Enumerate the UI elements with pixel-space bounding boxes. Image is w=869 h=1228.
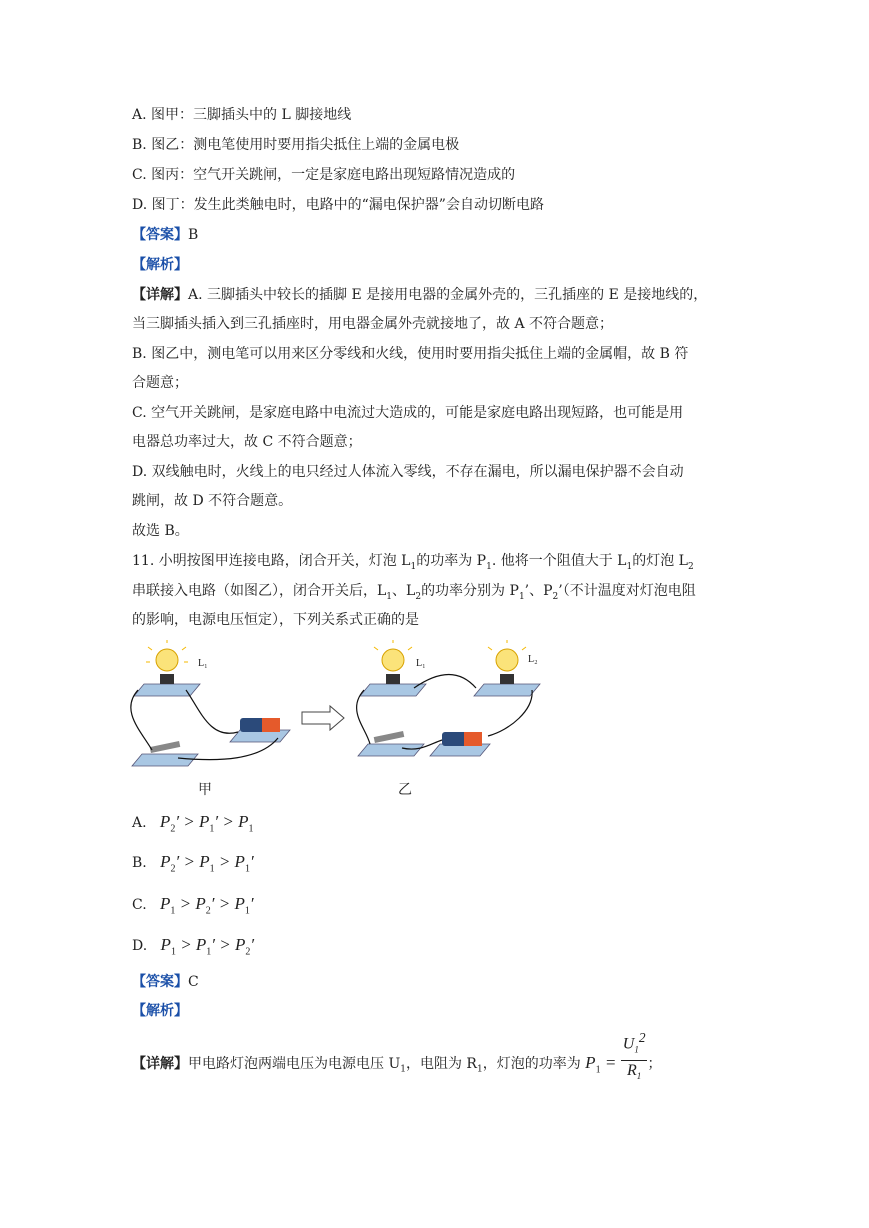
bulb-label-l2: L₂ [528, 654, 538, 665]
q11-detail: 【详解】甲电路灯泡两端电压为电源电压 $U_1$，电阻为 $R_1$，灯泡的功率为 $P_1$ = $\frac{U_1^2}{R_1}$ ； [132, 1042, 661, 1086]
q10-answer [132, 225, 198, 245]
q10-option-c: C. 图丙：空气开关跳闸，一定是家庭电路出现短路情况造成的 [132, 167, 516, 183]
formula-lhs: $P_1$ = [585, 1052, 617, 1076]
formula-fraction: $\frac{U_1^2}{R_1}$ [622, 1030, 646, 1081]
circuit-left [131, 640, 290, 766]
q11-stem-line-1: 11. 小明按图甲连接电路，闭合开关，灯泡 $L_1$的功率为 $P_1$. 他将一个阻值大于 $L_1$的灯泡 $L_2$ [132, 553, 694, 572]
circuit-right [357, 640, 540, 756]
bulb-label-l1-right: L₁ [416, 658, 426, 669]
q10-detail-line: 跳闸，故 D 不符合题意。 [132, 493, 293, 509]
q10-analysis-label [132, 255, 188, 275]
analysis-label: 【解析】 [132, 257, 188, 273]
q11-stem-line-3: 的影响，电源电压恒定），下列关系式正确的是 [132, 612, 419, 628]
q11-stem-line-2: 串联接入电路（如图乙），闭合开关后，$L_1$、$L_2$的功率分别为 $P_1$’、$P_2$’（不计温度对灯泡电阻 [132, 583, 696, 602]
figure-caption-right: 乙 [398, 782, 412, 798]
figure-caption-left: 甲 [198, 782, 212, 798]
q10-detail-line [132, 285, 707, 305]
q10-option-b: B. 图乙：测电笔使用时要用指尖抵住上端的金属电极 [132, 137, 460, 153]
q10-detail-line: D. 双线触电时，火线上的电只经过人体流入零线，不存在漏电，所以漏电保护器不会自动 [132, 464, 684, 480]
q10-detail-line: 合题意； [132, 375, 188, 391]
q10-detail-text: A. 三脚插头中较长的插脚 E 是接用电器的金属外壳的，三孔插座的 E 是接地线的， [188, 287, 708, 303]
q11-option-a: A. $P_2' > P_1' > P_1$ [132, 812, 254, 835]
detail-label: 【详解】 [132, 287, 188, 303]
q11-option-d: D. $P_1 > P_1' > P_2'$ [132, 935, 255, 958]
q11-analysis-label: 【解析】 [132, 1003, 188, 1019]
q10-detail-line: 当三脚插头插入到三孔插座时，用电器金属外壳就接地了，故 A 不符合题意； [132, 316, 614, 332]
q10-option-a: A. 图甲：三脚插头中的 L 脚接地线 [132, 107, 352, 123]
q11-answer: 【答案】C [132, 974, 199, 990]
q10-detail-line: 电器总功率过大，故 C 不符合题意； [132, 434, 362, 450]
answer-label: 【答案】 [132, 227, 188, 243]
q10-answer-value: B [188, 227, 199, 243]
arrow-icon [302, 706, 344, 730]
q10-detail-line: C. 空气开关跳闸，是家庭电路中电流过大造成的，可能是家庭电路出现短路，也可能是用 [132, 405, 684, 421]
q10-conclusion: 故选 B。 [132, 523, 189, 539]
bulb-label-l1: L₁ [198, 658, 208, 669]
q11-option-c: C. $P_1 > P_2' > P_1'$ [132, 894, 254, 917]
q11-option-b: B. $P_2' > P_1 > P_1'$ [132, 852, 254, 875]
q10-detail-line: B. 图乙中，测电笔可以用来区分零线和火线，使用时要用指尖抵住上端的金属帽，故 B 符 [132, 346, 689, 362]
q10-option-d: D. 图丁：发生此类触电时，电路中的“漏电保护器”会自动切断电路 [132, 197, 544, 213]
circuit-figure [130, 640, 550, 800]
